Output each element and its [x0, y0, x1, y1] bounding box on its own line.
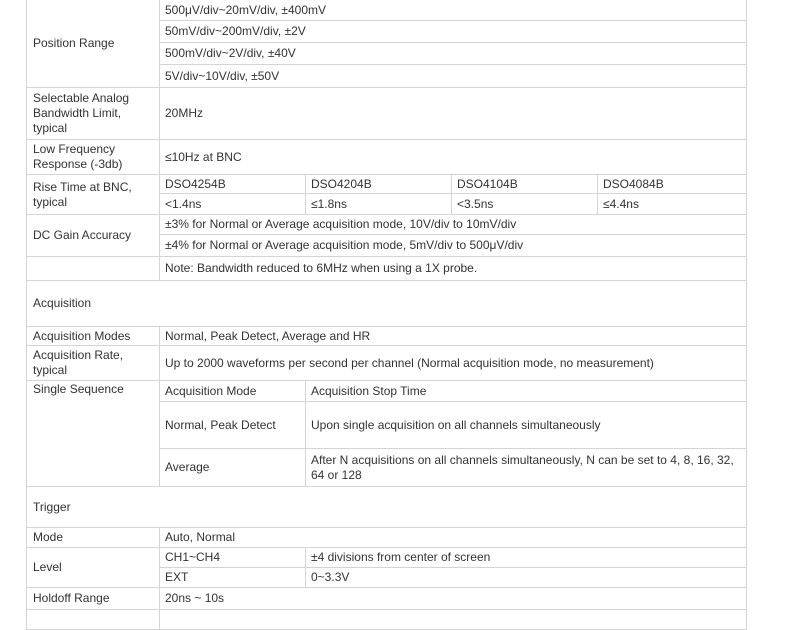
trigger-mode-label: Mode — [27, 528, 160, 548]
rise-time-value: ≤1.8ns — [306, 194, 452, 215]
position-range-value: 50mV/div~200mV/div, ±2V — [160, 21, 747, 43]
trigger-level-label: Level — [27, 548, 160, 588]
acquisition-modes-value: Normal, Peak Detect, Average and HR — [160, 327, 747, 346]
specifications-table — [26, 0, 747, 630]
table-row — [27, 0, 747, 21]
section-heading-acquisition: Acquisition — [27, 281, 747, 327]
model-name: DSO4254B — [160, 175, 306, 194]
position-range-label: Position Range — [27, 0, 160, 88]
single-sequence-header: Acquisition Stop Time — [306, 381, 747, 402]
table-row — [27, 175, 747, 194]
dc-gain-value: ±4% for Normal or Average acquisition mode, 5mV/div to 500μV/div — [160, 235, 747, 257]
single-sequence-mode: Average — [160, 449, 306, 487]
single-sequence-label: Single Sequence — [27, 381, 160, 487]
table-row — [27, 140, 747, 175]
acquisition-rate-value: Up to 2000 waveforms per second per channel (Normal acquisition mode, no measurement) — [160, 346, 747, 381]
level-source: CH1~CH4 — [160, 548, 306, 568]
table-row — [27, 528, 747, 548]
bandwidth-limit-label: Selectable Analog Bandwidth Limit, typical — [27, 88, 160, 140]
table-row — [27, 88, 747, 140]
trigger-mode-value: Auto, Normal — [160, 528, 747, 548]
holdoff-range-value: 20ns ~ 10s — [160, 588, 747, 610]
table-row — [27, 346, 747, 381]
model-name: DSO4084B — [598, 175, 747, 194]
table-row — [27, 610, 747, 630]
position-range-value: 5V/div~10V/div, ±50V — [160, 65, 747, 88]
level-source: EXT — [160, 568, 306, 588]
bandwidth-limit-value: 20MHz — [160, 88, 747, 140]
table-row — [27, 381, 747, 402]
low-frequency-value: ≤10Hz at BNC — [160, 140, 747, 175]
table-row — [27, 215, 747, 235]
table-row — [27, 257, 747, 281]
model-name: DSO4104B — [452, 175, 598, 194]
table-row — [27, 548, 747, 568]
model-name: DSO4204B — [306, 175, 452, 194]
acquisition-modes-label: Acquisition Modes — [27, 327, 160, 346]
section-row — [27, 487, 747, 528]
table-row — [27, 588, 747, 610]
rise-time-value: ≤4.4ns — [598, 194, 747, 215]
position-range-value: 500mV/div~2V/div, ±40V — [160, 43, 747, 65]
single-sequence-stop: After N acquisitions on all channels simultaneously, N can be set to 4, 8, 16, 32, 64 or 128 — [306, 449, 747, 487]
dc-gain-value: ±3% for Normal or Average acquisition mode, 10V/div to 10mV/div — [160, 215, 747, 235]
single-sequence-mode: Normal, Peak Detect — [160, 402, 306, 449]
acquisition-rate-label: Acquisition Rate, typical — [27, 346, 160, 381]
table-row — [27, 327, 747, 346]
position-range-value: 500μV/div~20mV/div, ±400mV — [160, 0, 747, 21]
single-sequence-stop: Upon single acquisition on all channels simultaneously — [306, 402, 747, 449]
section-row — [27, 281, 747, 327]
level-range: ±4 divisions from center of screen — [306, 548, 747, 568]
rise-time-label: Rise Time at BNC, typical — [27, 175, 160, 215]
bandwidth-note: Note: Bandwidth reduced to 6MHz when using a 1X probe. — [160, 257, 747, 281]
low-frequency-label: Low Frequency Response (-3db) — [27, 140, 160, 175]
rise-time-value: <3.5ns — [452, 194, 598, 215]
level-range: 0~3.3V — [306, 568, 747, 588]
holdoff-range-label: Holdoff Range — [27, 588, 160, 610]
single-sequence-header: Acquisition Mode — [160, 381, 306, 402]
empty-cell — [27, 257, 160, 281]
rise-time-value: <1.4ns — [160, 194, 306, 215]
dc-gain-label: DC Gain Accuracy — [27, 215, 160, 257]
empty-cell — [160, 610, 747, 630]
section-heading-trigger: Trigger — [27, 487, 747, 528]
empty-cell — [27, 610, 160, 630]
